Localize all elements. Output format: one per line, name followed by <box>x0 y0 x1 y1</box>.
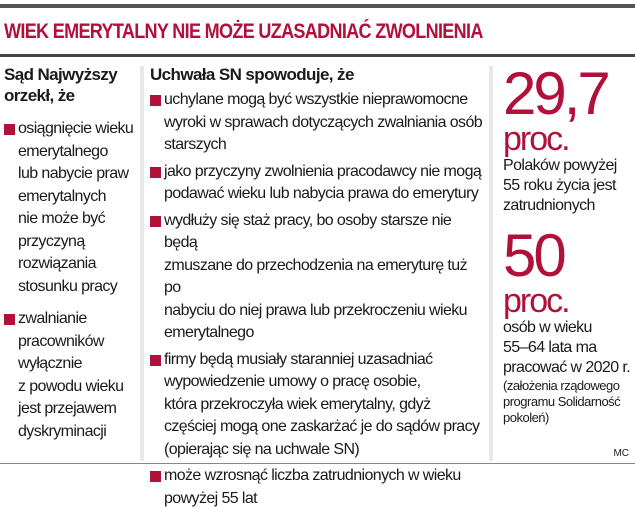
stat-unit: proc. <box>503 120 569 158</box>
list-item: osiągnięcie wieku emerytalnego lub nabycie praw emerytalnych nie może być przyczyną rozwiązania stosunku pracy <box>4 118 138 298</box>
stat-value: 50 <box>503 222 564 289</box>
left-heading: Sąd Najwyższy orzekł, że <box>4 65 118 105</box>
stat-description: Polaków powyżej 55 roku życia jest zatrudnionych <box>503 157 617 214</box>
stat-unit: proc. <box>503 282 569 320</box>
bottom-rule <box>0 463 635 464</box>
middle-column <box>150 64 486 510</box>
list-item: może wzrosnąć liczba zatrudnionych w wieku powyżej 55 lat <box>150 465 486 510</box>
list-item: zwalnianie pracowników wyłącznie z powodu wieku jest przejawem dyskryminacji <box>4 308 138 443</box>
list-item: jako przyczyny zwolnienia pracodawcy nie mogą podawać wieku lub nabycia prawa do emerytury <box>150 161 486 206</box>
top-bar <box>0 4 635 8</box>
column-divider <box>140 66 144 461</box>
list-item: firmy będą musiały staranniej uzasadniać wypowiedzenie umowy o pracę osobie, która przekroczyła wiek emerytalny, gdyż częściej mogą one zaskarżać je do sądów pracy (opierając się na uchwale SN) <box>150 349 486 462</box>
column-divider <box>489 66 493 461</box>
headline: WIEK EMERYTALNY NIE MOŻE UZASADNIAĆ ZWOLNIENIA <box>4 20 483 43</box>
stat-value: 29,7 <box>503 60 608 127</box>
list-item: uchylane mogą być wszystkie nieprawomocne wyroki w sprawach dotyczących zwalniania osób starszych <box>150 89 486 157</box>
left-column <box>4 64 138 443</box>
stat-note: (założenia rządowego programu Solidarność pokoleń) <box>503 378 621 425</box>
divider <box>0 54 635 57</box>
list-item: wydłuży się staż pracy, bo osoby starsze nie będą zmuszane do przechodzenia na emeryturę tuż po nabyciu do niej prawa lub przekroczeniu wieku emerytalnego <box>150 210 486 345</box>
credit: MC <box>613 448 629 459</box>
middle-heading: Uchwała SN spowoduje, że <box>150 65 354 84</box>
right-column <box>503 60 635 426</box>
stat-description: osób w wieku 55–64 lata ma pracować w 2020 r. <box>503 319 631 376</box>
